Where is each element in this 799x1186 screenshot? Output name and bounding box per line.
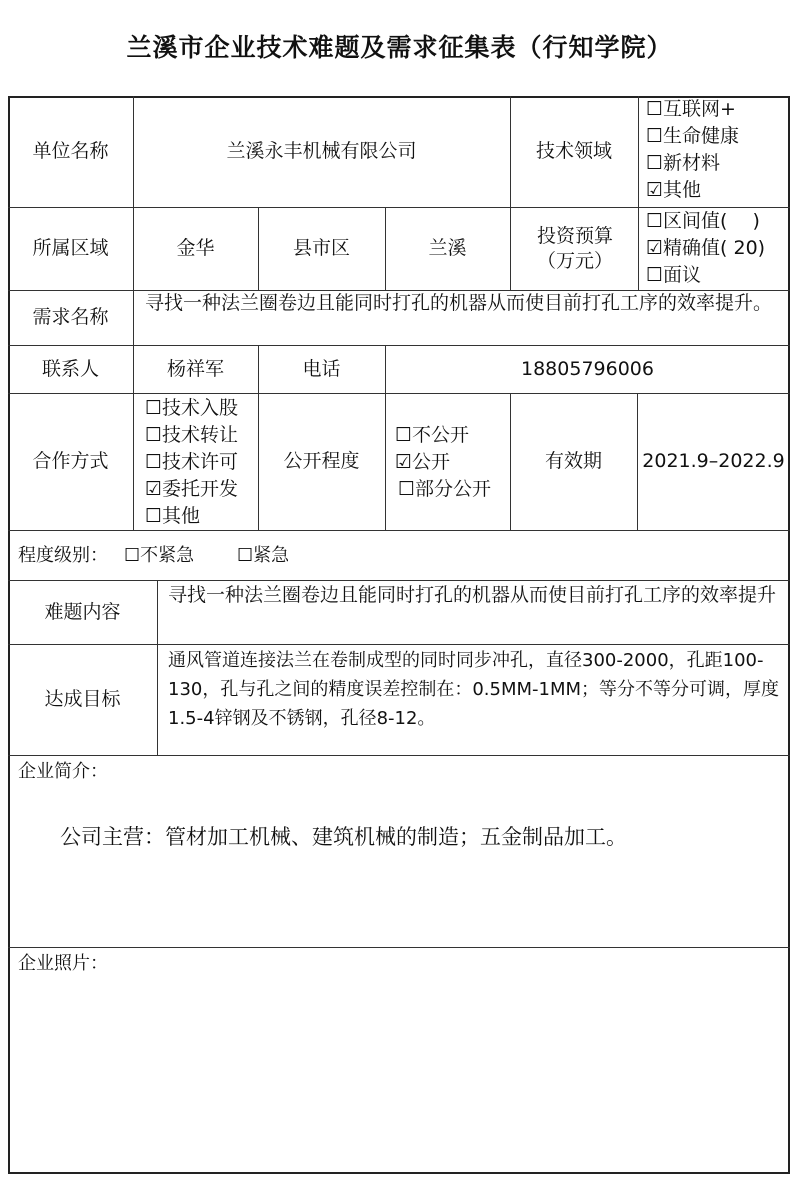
budget-label: 投资预算（万元） [536, 224, 613, 272]
checkbox-option[interactable]: ☐技术转让 [145, 424, 239, 446]
contact-label: 联系人 [41, 357, 99, 380]
checkbox-option[interactable]: ☐不紧急 [124, 545, 195, 566]
goal-label: 达成目标 [44, 688, 121, 711]
unit-name-value: 兰溪永丰机械有限公司 [226, 140, 417, 163]
intro-label: 企业简介： [18, 761, 108, 782]
col-divider [385, 393, 386, 530]
col-divider [637, 393, 638, 530]
col-divider [157, 580, 158, 755]
intro-text: 公司主营：管材加工机械、建筑机械的制造；五金制品加工。 [60, 825, 627, 849]
col-divider [638, 96, 639, 290]
checkbox-option[interactable]: ☐技术入股 [145, 397, 239, 419]
phone-value: 18805796006 [521, 357, 654, 380]
checkbox-option[interactable]: ☑精确值( 20) [646, 237, 766, 259]
problem-text: 寻找一种法兰圈卷边且能同时打孔的机器从而使目前打孔工序的效率提升 [168, 584, 777, 606]
checkbox-option[interactable]: ☐面议 [646, 264, 702, 286]
tech-field-options [646, 96, 739, 204]
row-divider [8, 530, 790, 531]
checkbox-option[interactable]: ☑其他 [646, 179, 702, 201]
checkbox-option[interactable]: ☐生命健康 [646, 125, 740, 147]
openness-options [395, 422, 491, 503]
form-title: 兰溪市企业技术难题及需求征集表（行知学院） [126, 33, 673, 62]
row-divider [8, 755, 790, 756]
demand-label: 需求名称 [32, 306, 109, 329]
checkbox-option[interactable]: ☐新材料 [646, 152, 721, 174]
checkbox-option[interactable]: ☐紧急 [237, 545, 290, 566]
checkbox-option[interactable]: ☑公开 [395, 451, 451, 473]
problem-label: 难题内容 [44, 600, 121, 623]
urgency-label: 程度级别： [18, 545, 108, 566]
validity-value: 2021.9–2022.9 [642, 450, 785, 473]
demand-name: 寻找一种法兰圈卷边且能同时打孔的机器从而使目前打孔工序的效率提升。 [145, 292, 773, 314]
region-county: 兰溪 [428, 237, 467, 260]
tech-field-label: 技术领域 [535, 140, 612, 163]
coop-label: 合作方式 [32, 450, 109, 473]
checkbox-option[interactable]: ☑委托开发 [145, 478, 239, 500]
checkbox-option[interactable]: ☐区间值( ) [646, 210, 760, 232]
region-label: 所属区域 [32, 237, 109, 260]
checkbox-option[interactable]: ☐部分公开 [398, 478, 492, 500]
contact-name: 杨祥军 [166, 357, 224, 380]
row-divider [8, 947, 790, 948]
region-county-label: 县市区 [292, 237, 350, 260]
openness-label: 公开程度 [283, 450, 360, 473]
phone-label: 电话 [302, 357, 341, 380]
checkbox-option[interactable]: ☐其他 [145, 505, 201, 527]
photo-label: 企业照片： [18, 953, 108, 974]
checkbox-option[interactable]: ☐技术许可 [145, 451, 239, 473]
budget-options [646, 208, 765, 289]
unit-name-label: 单位名称 [32, 140, 109, 163]
region-city: 金华 [176, 237, 215, 260]
validity-label: 有效期 [544, 450, 602, 473]
coop-options [145, 395, 238, 530]
goal-text: 通风管道连接法兰在卷制成型的同时同步冲孔，直径300-2000，孔距100-130，孔与孔之间的精度误差控制在：0.5MM-1MM；等分不等分可调，厚度1.5-4锌钢及不锈钢，孔径8-12。 [168, 650, 780, 729]
checkbox-option[interactable]: ☐互联网+ [646, 98, 736, 120]
checkbox-option[interactable]: ☐不公开 [395, 424, 470, 446]
